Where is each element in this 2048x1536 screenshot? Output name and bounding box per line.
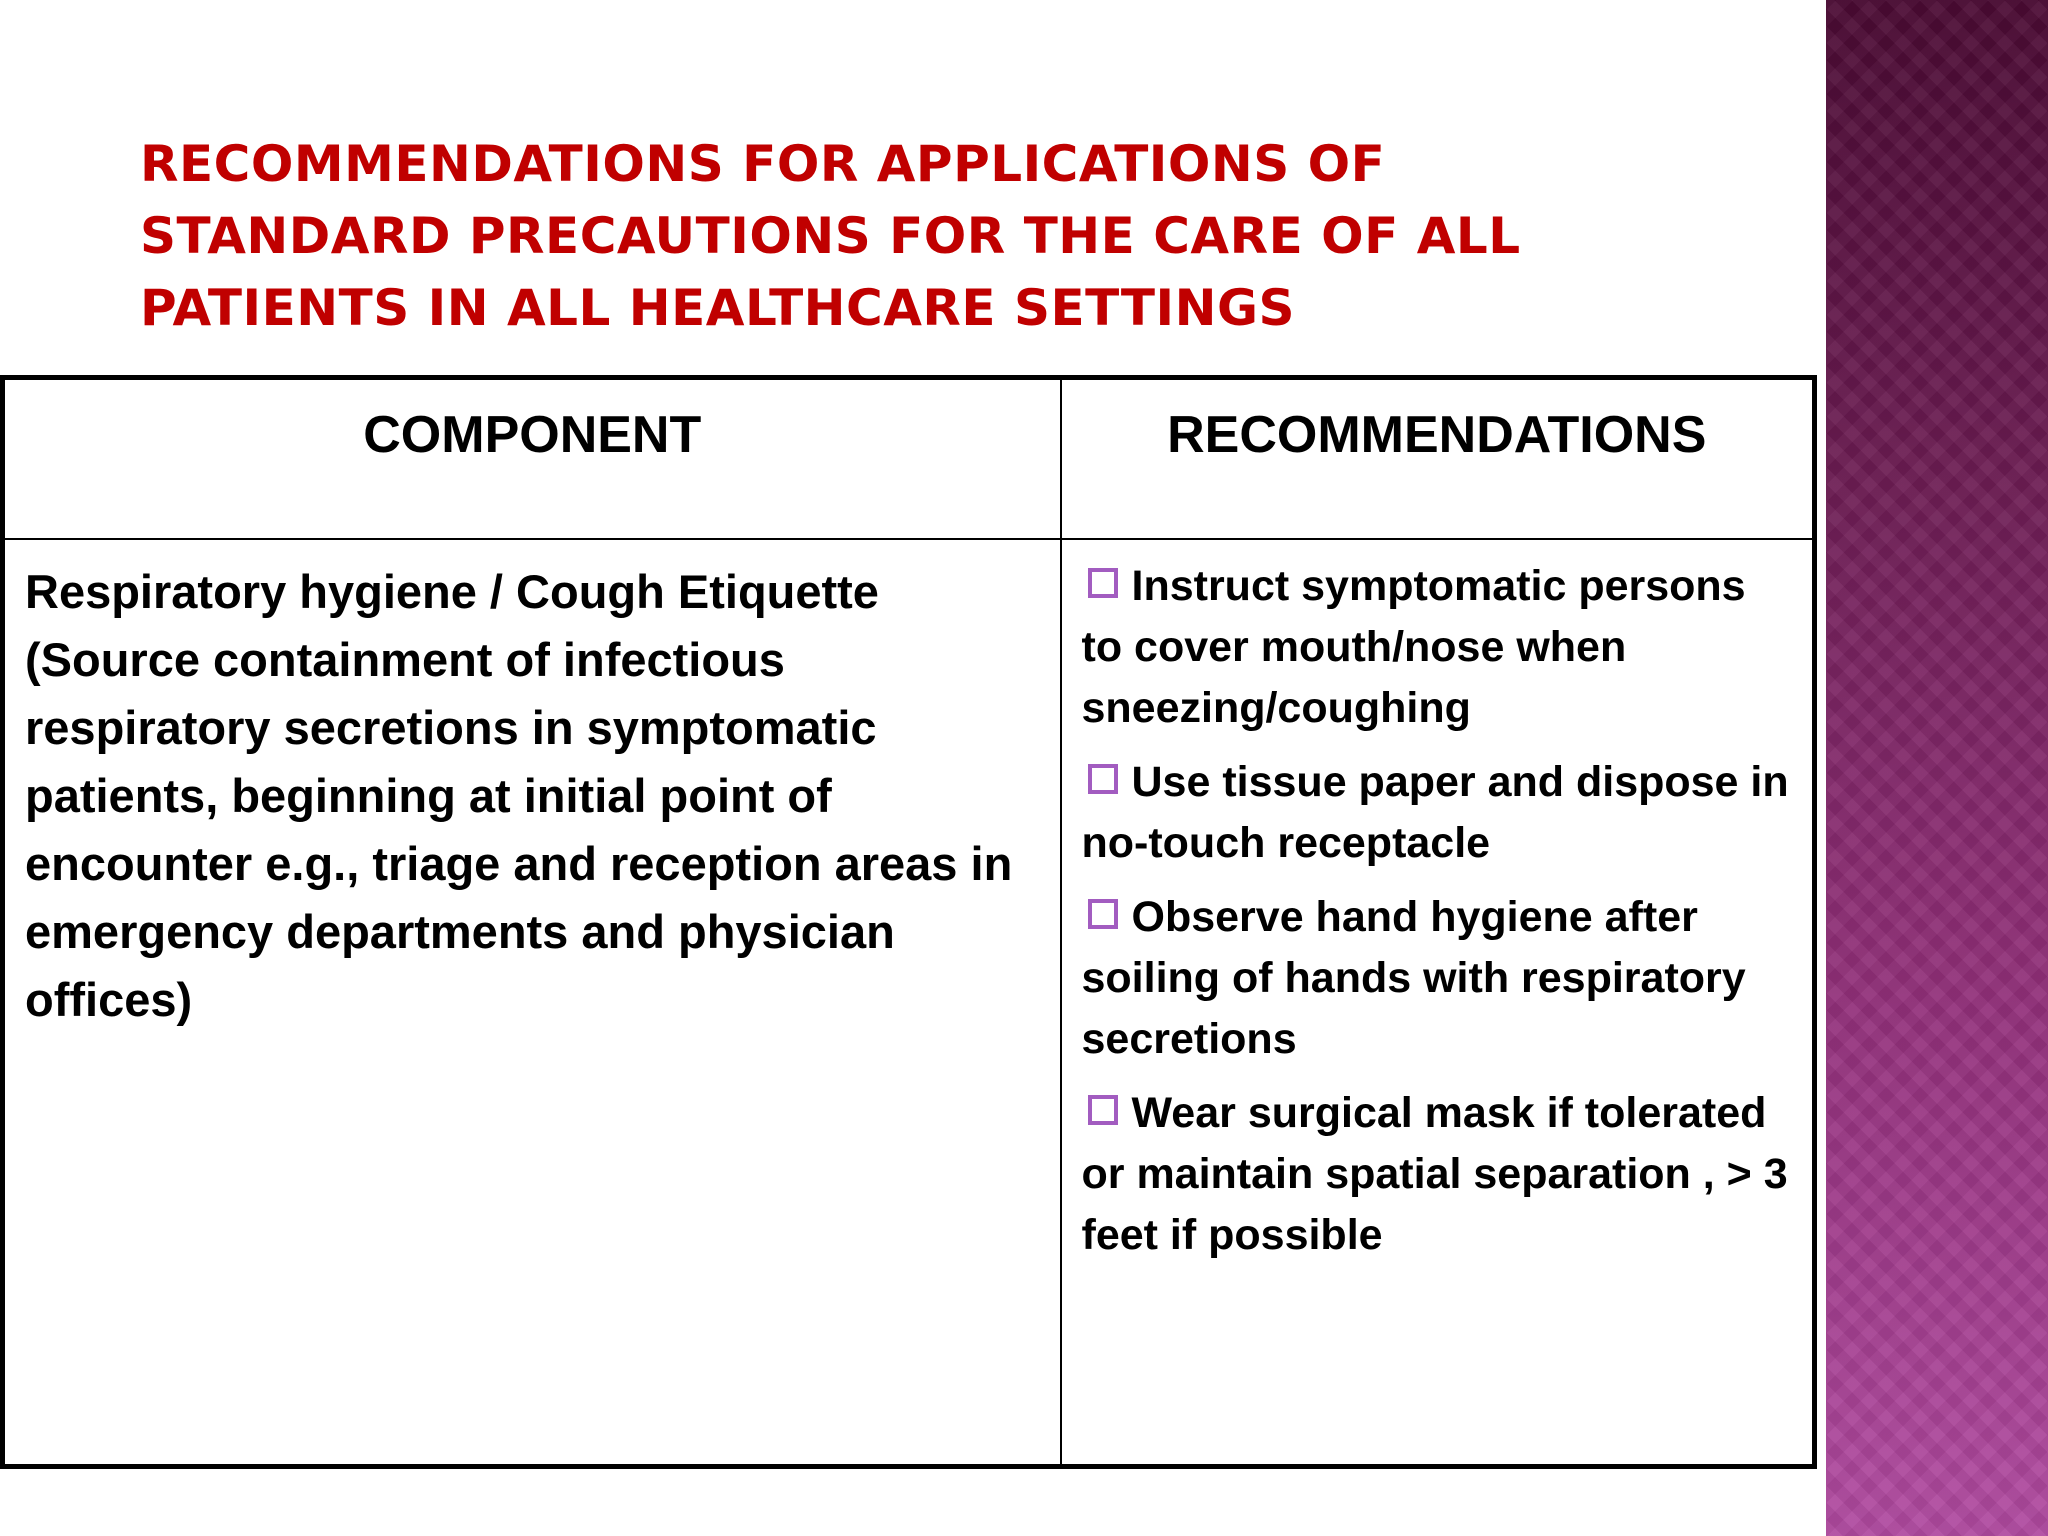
table-row	[3, 539, 1815, 1467]
checkbox-outline-icon	[1088, 764, 1118, 794]
checkbox-outline-icon	[1088, 1095, 1118, 1125]
list-item	[1082, 752, 1795, 874]
slide-title: RECOMMENDATIONS FOR APPLICATIONS OF STANDARD PRECAUTIONS FOR THE CARE OF ALL PATIENTS IN ALL HEALTHCARE SETTINGS	[140, 135, 1521, 337]
component-cell	[3, 539, 1061, 1467]
recommendation-text: Instruct symptomatic persons to cover mouth/nose when sneezing/coughing	[1081, 561, 1746, 732]
precautions-table	[0, 375, 1817, 1469]
checkbox-outline-icon	[1088, 568, 1118, 598]
list-item	[1082, 556, 1795, 739]
header-recommendations: RECOMMENDATIONS	[1061, 378, 1815, 539]
recommendation-text: Use tissue paper and dispose in no-touch receptacle	[1081, 757, 1789, 867]
checkbox-outline-icon	[1088, 899, 1118, 929]
recommendations-cell	[1061, 539, 1815, 1467]
recommendations-list	[1082, 556, 1795, 1266]
list-item	[1082, 887, 1795, 1070]
table-header-row	[3, 378, 1815, 539]
component-text: Respiratory hygiene / Cough Etiquette (Source containment of infectious respiratory secretions in symptomatic patients, beginning at initial point of encounter e.g., triage and reception areas in emergency departments and physician offices)	[25, 564, 1013, 1026]
recommendation-text: Observe hand hygiene after soiling of hands with respiratory secretions	[1081, 892, 1746, 1063]
decorative-side-band	[1826, 0, 2048, 1536]
recommendation-text: Wear surgical mask if tolerated or maintain spatial separation , > 3 feet if possible	[1081, 1088, 1788, 1259]
header-component: COMPONENT	[3, 378, 1061, 539]
list-item	[1082, 1083, 1795, 1266]
